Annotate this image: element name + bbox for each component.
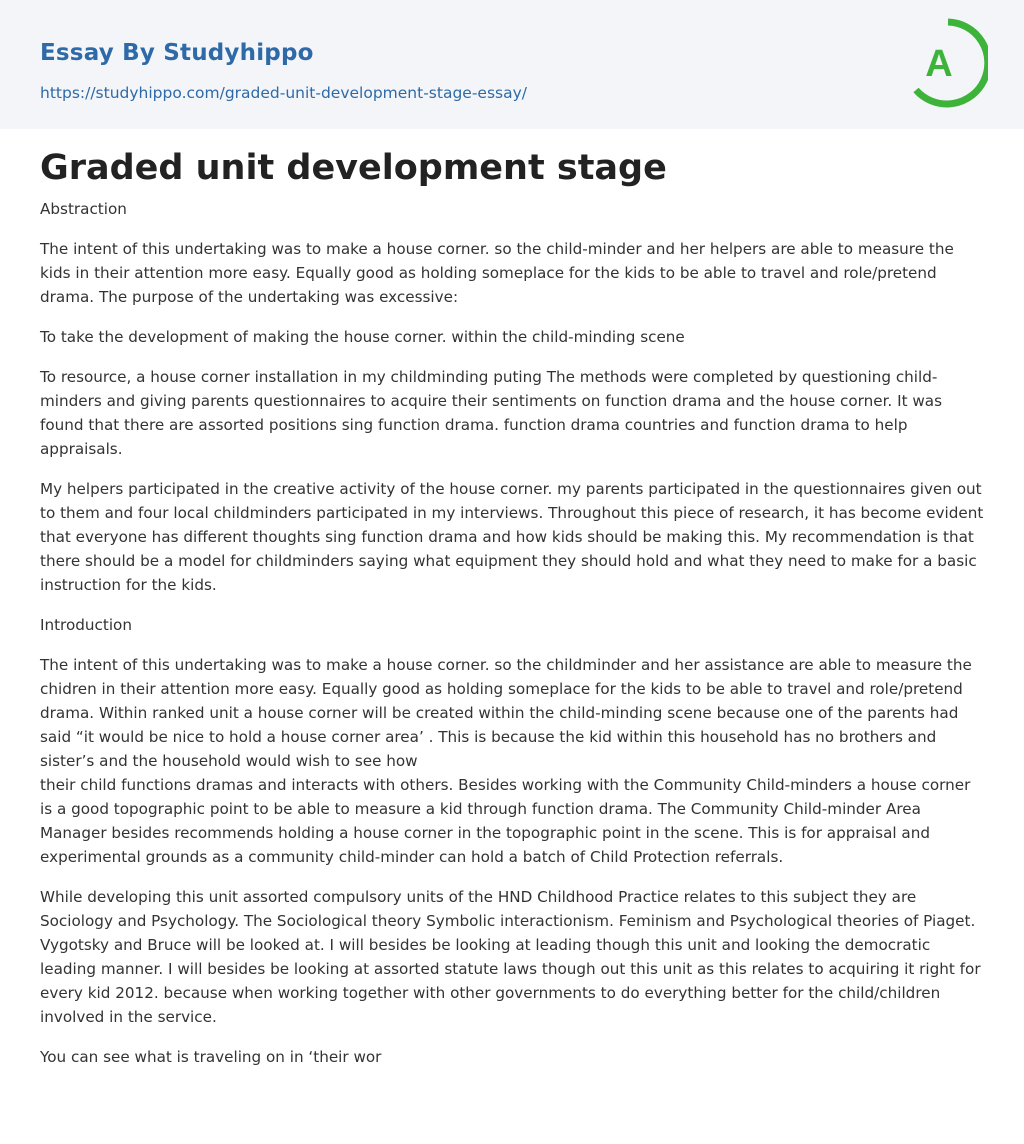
- section-heading-introduction: Introduction: [40, 616, 132, 634]
- article-title: Graded unit development stage: [40, 148, 667, 188]
- article-body: [40, 197, 985, 1085]
- section-heading-abstraction: Abstraction: [40, 200, 127, 218]
- logo-letter: A: [925, 43, 953, 85]
- site-brand[interactable]: Essay By Studyhippo: [40, 40, 314, 66]
- studyhippo-logo-icon[interactable]: [912, 18, 988, 108]
- essay-url-link[interactable]: https://studyhippo.com/graded-unit-development-stage-essay/: [40, 84, 528, 102]
- paragraph-truncated: You can see what is traveling on in ‘their wor: [40, 1048, 382, 1066]
- paragraph: My helpers participated in the creative activity of the house corner. my parents participated in the questionnaires given out to them and four local childminders participated in my interviews. Throughout this piece of research, it has become evident that everyone has different thoughts sing function drama and how kids should be making this. My recommendation is that there should be a model for childminders saying what equipment they should hold and what they need to make for a basic instruction for the kids.: [40, 480, 984, 594]
- paragraph: To take the development of making the house corner. within the child-minding scene: [40, 328, 685, 346]
- paragraph: The intent of this undertaking was to make a house corner. so the childminder and her assistance are able to measure the chidren in their attention more easy. Equally good as holding someplace for the kids to be able to travel and role/pretend drama. Within ranked unit a house corner will be created within the child-minding scene because one of the parents had said “it would be nice to hold a house corner area’ . This is because the kid within this household has no brothers and sister’s and the household would wish to see how their child functions dramas and interacts with others. Besides working with the Community Child-minders a house corner is a good topographic point to be able to measure a kid through function drama. The Community Child-minder Area Manager besides recommends holding a house corner in the topographic point in the scene. This is for appraisal and experimental grounds as a community child-minder can hold a batch of Child Protection referrals.: [40, 656, 972, 866]
- paragraph: To resource, a house corner installation in my childminding puting The methods were completed by questioning child-minders and giving parents questionnaires to acquire their sentiments on function drama and the house corner. It was found that there are assorted positions sing function drama. function drama countries and function drama to help appraisals.: [40, 368, 942, 458]
- paragraph: The intent of this undertaking was to make a house corner. so the child-minder and her helpers are able to measure the kids in their attention more easy. Equally good as holding someplace for the kids to be able to travel and role/pretend drama. The purpose of the undertaking was excessive:: [40, 240, 954, 306]
- paragraph: While developing this unit assorted compulsory units of the HND Childhood Practice relates to this subject they are Sociology and Psychology. The Sociological theory Symbolic interactionism. Feminism and Psychological theories of Piaget. Vygotsky and Bruce will be looked at. I will besides be looking at leading though this unit and looking the democratic leading manner. I will besides be looking at assorted statute laws though out this unit as this relates to acquiring it right for every kid 2012. because when working together with other governments to do everything better for the child/children involved in the service.: [40, 888, 981, 1026]
